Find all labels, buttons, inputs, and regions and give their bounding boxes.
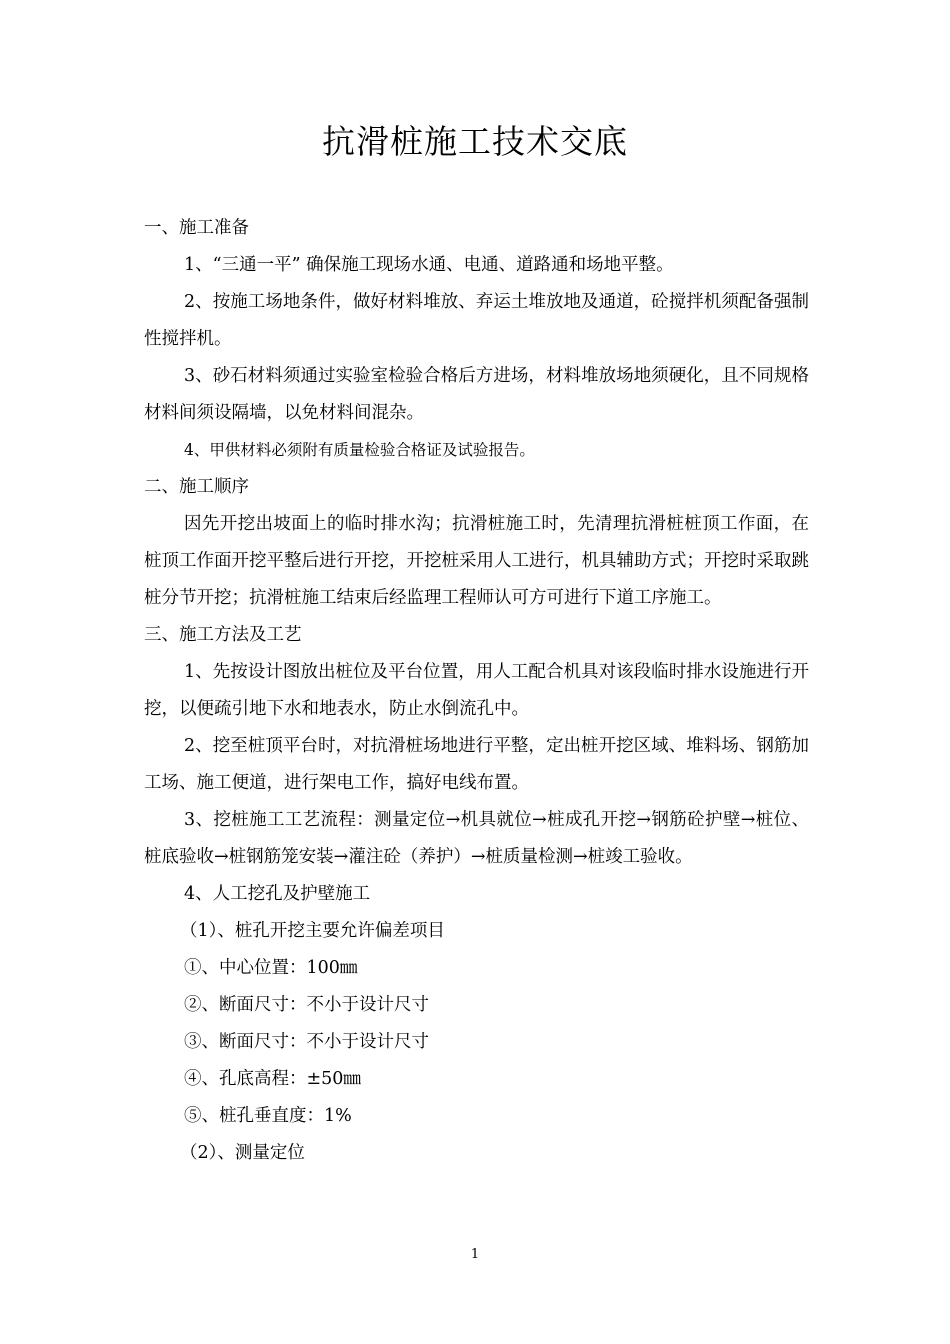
paragraph: 4、甲供材料必须附有质量检验合格证及试验报告。 (184, 441, 535, 459)
document-body (144, 210, 809, 1172)
paragraph: 因先开挖出坡面上的临时排水沟；抗滑桩施工时，先清理抗滑桩桩顶工作面，在桩顶工作面开挖平整后进行开挖，开挖桩采用人工进行，机具辅助方式；开挖时采取跳桩分节开挖；抗滑桩施工结束后经监理工程师认可方可进行下道工序施工。 (144, 514, 809, 608)
page-number: 1 (470, 1247, 480, 1262)
paragraph: 1、先按设计图放出桩位及平台位置，用人工配合机具对该段临时排水设施进行开挖，以便疏引地下水和地表水，防止水倒流孔中。 (144, 662, 809, 719)
section-heading-2: 二、施工顺序 (144, 477, 249, 497)
section-heading-3: 三、施工方法及工艺 (144, 625, 302, 645)
paragraph: 3、挖桩施工工艺流程：测量定位→机具就位→桩成孔开挖→钢筋砼护壁→桩位、桩底验收→桩钢筋笼安装→灌注砼（养护）→桩质量检测→桩竣工验收。 (144, 810, 809, 867)
paragraph: 2、挖至桩顶平台时，对抗滑桩场地进行平整，定出桩开挖区域、堆料场、钢筋加工场、施工便道，进行架电工作，搞好电线布置。 (144, 736, 809, 793)
section-heading-1: 一、施工准备 (144, 218, 249, 238)
list-item: ③、断面尺寸：不小于设计尺寸 (184, 1032, 429, 1052)
list-item: ①、中心位置：100㎜ (184, 958, 358, 978)
paragraph: 1、“三通一平” 确保施工现场水通、电通、道路通和场地平整。 (184, 255, 674, 275)
list-item: ⑤、桩孔垂直度：1% (184, 1106, 352, 1126)
paragraph: 2、按施工场地条件，做好材料堆放、弃运土堆放地及通道，砼搅拌机须配备强制性搅拌机。 (144, 292, 809, 349)
paragraph: （1）、桩孔开挖主要允许偏差项目 (180, 921, 445, 941)
list-item: ④、孔底高程：±50㎜ (184, 1069, 361, 1089)
paragraph: 4、人工挖孔及护壁施工 (184, 884, 371, 904)
list-item: ②、断面尺寸：不小于设计尺寸 (184, 995, 429, 1015)
paragraph: 3、砂石材料须通过实验室检验合格后方进场，材料堆放场地须硬化，且不同规格材料间须设隔墙，以免材料间混杂。 (144, 366, 809, 423)
page-title: 抗滑桩施工技术交底 (322, 122, 628, 161)
paragraph: （2）、测量定位 (180, 1143, 305, 1163)
